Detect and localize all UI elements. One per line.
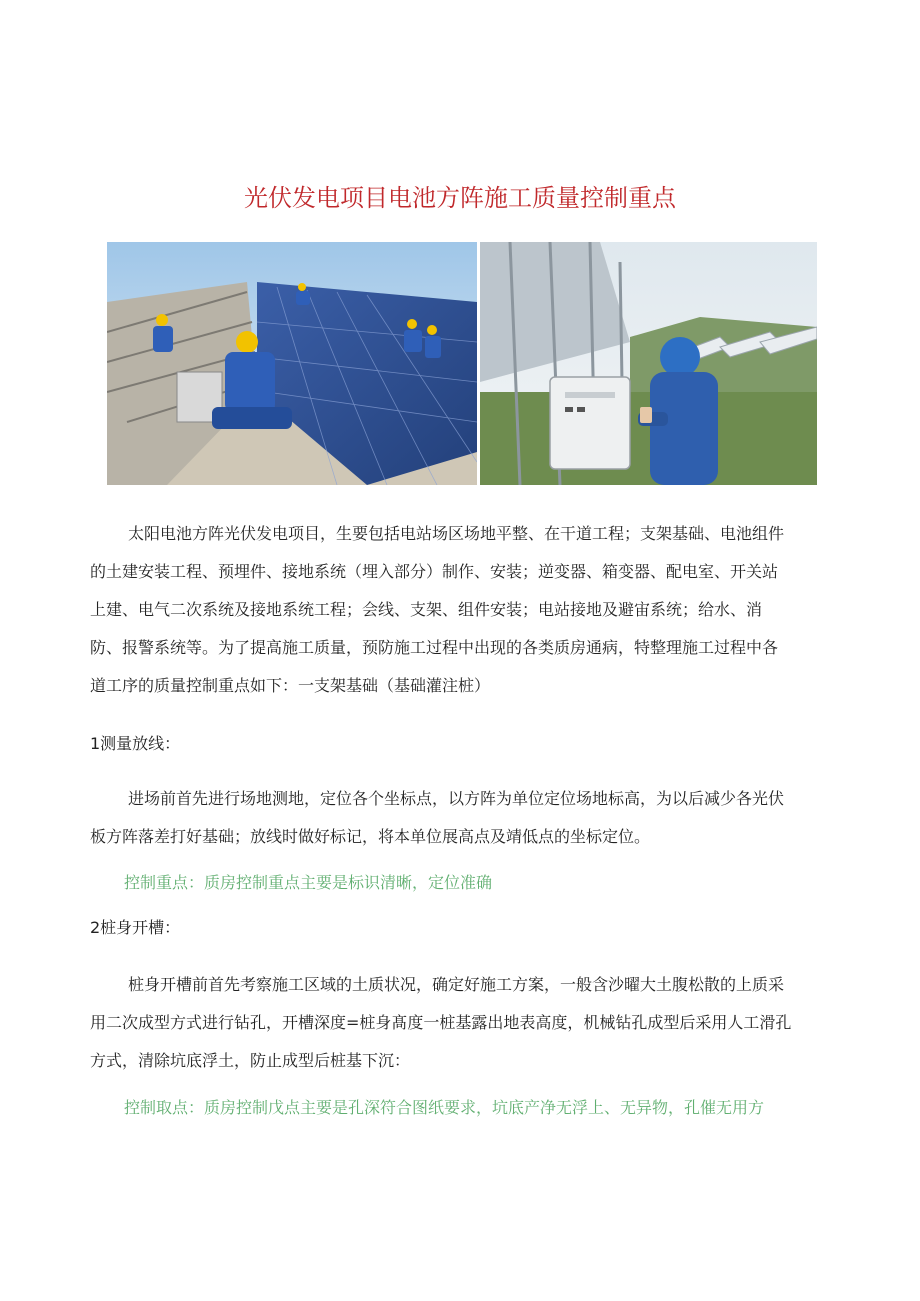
trenching-line: 方式，清除坑底浮土，防止成型后桩基下沉： (90, 1051, 411, 1070)
survey-paragraph (90, 780, 868, 856)
inverter-inspection-photo (480, 242, 817, 485)
intro-line: 太阳电池方阵光伏发电项目，生要包括电站场区场地平整、在干道工程；支架基础、电池组件 (128, 524, 785, 543)
trenching-line: 用二次成型方式进行钻孔，开槽深度=桩身髙度一桩基露出地表高度，机械钻孔成型后采用人工滑孔 (90, 1013, 792, 1032)
solar-install-photo (107, 242, 477, 485)
survey-line: 板方阵落差打好基础；放线时做好标记，将本单位展高点及靖低点的坐标定位。 (90, 827, 651, 846)
page-title: 光伏发电项目电池方阵施工质量控制重点 (244, 184, 676, 212)
trenching-line: 桩身开槽前首先考察施工区域的土质状况，确定好施工方案，一般含沙曜大土腹松散的上质采 (128, 975, 785, 994)
intro-paragraph (90, 515, 868, 705)
intro-line: 道工序的质量控制重点如下：一支架基础（基础灌注桩） (90, 676, 491, 695)
section-heading-trenching: 2桩身开槽： (90, 918, 181, 937)
trenching-paragraph (90, 966, 868, 1080)
intro-line: 的土建安装工程、预埋件、接地系统（埋入部分）制作、安装；逆变器、箱变器、配电室、开关站 (90, 562, 779, 581)
photo-strip (107, 242, 817, 485)
section-heading-survey: 1测量放线： (90, 734, 181, 753)
survey-control-point: 控制重点：质房控制重点主要是标识清晰，定位准确 (124, 873, 493, 892)
intro-line: 上建、电气二次系统及接地系统工程；会线、支架、组件安装；电站接地及避宙系统；给水、消 (90, 600, 763, 619)
intro-line: 防、报警系统等。为了提高施工质量，预防施工过程中出现的各类质房通病，特整理施工过程中各 (90, 638, 779, 657)
survey-line: 进场前首先进行场地测地，定位各个坐标点，以方阵为单位定位场地标高，为以后减少各光伏 (128, 789, 785, 808)
trenching-control-point: 控制取点：质房控制戊点主要是孔深符合图纸要求，坑底产净无浮上、无异物，孔催无用方 (124, 1098, 765, 1117)
